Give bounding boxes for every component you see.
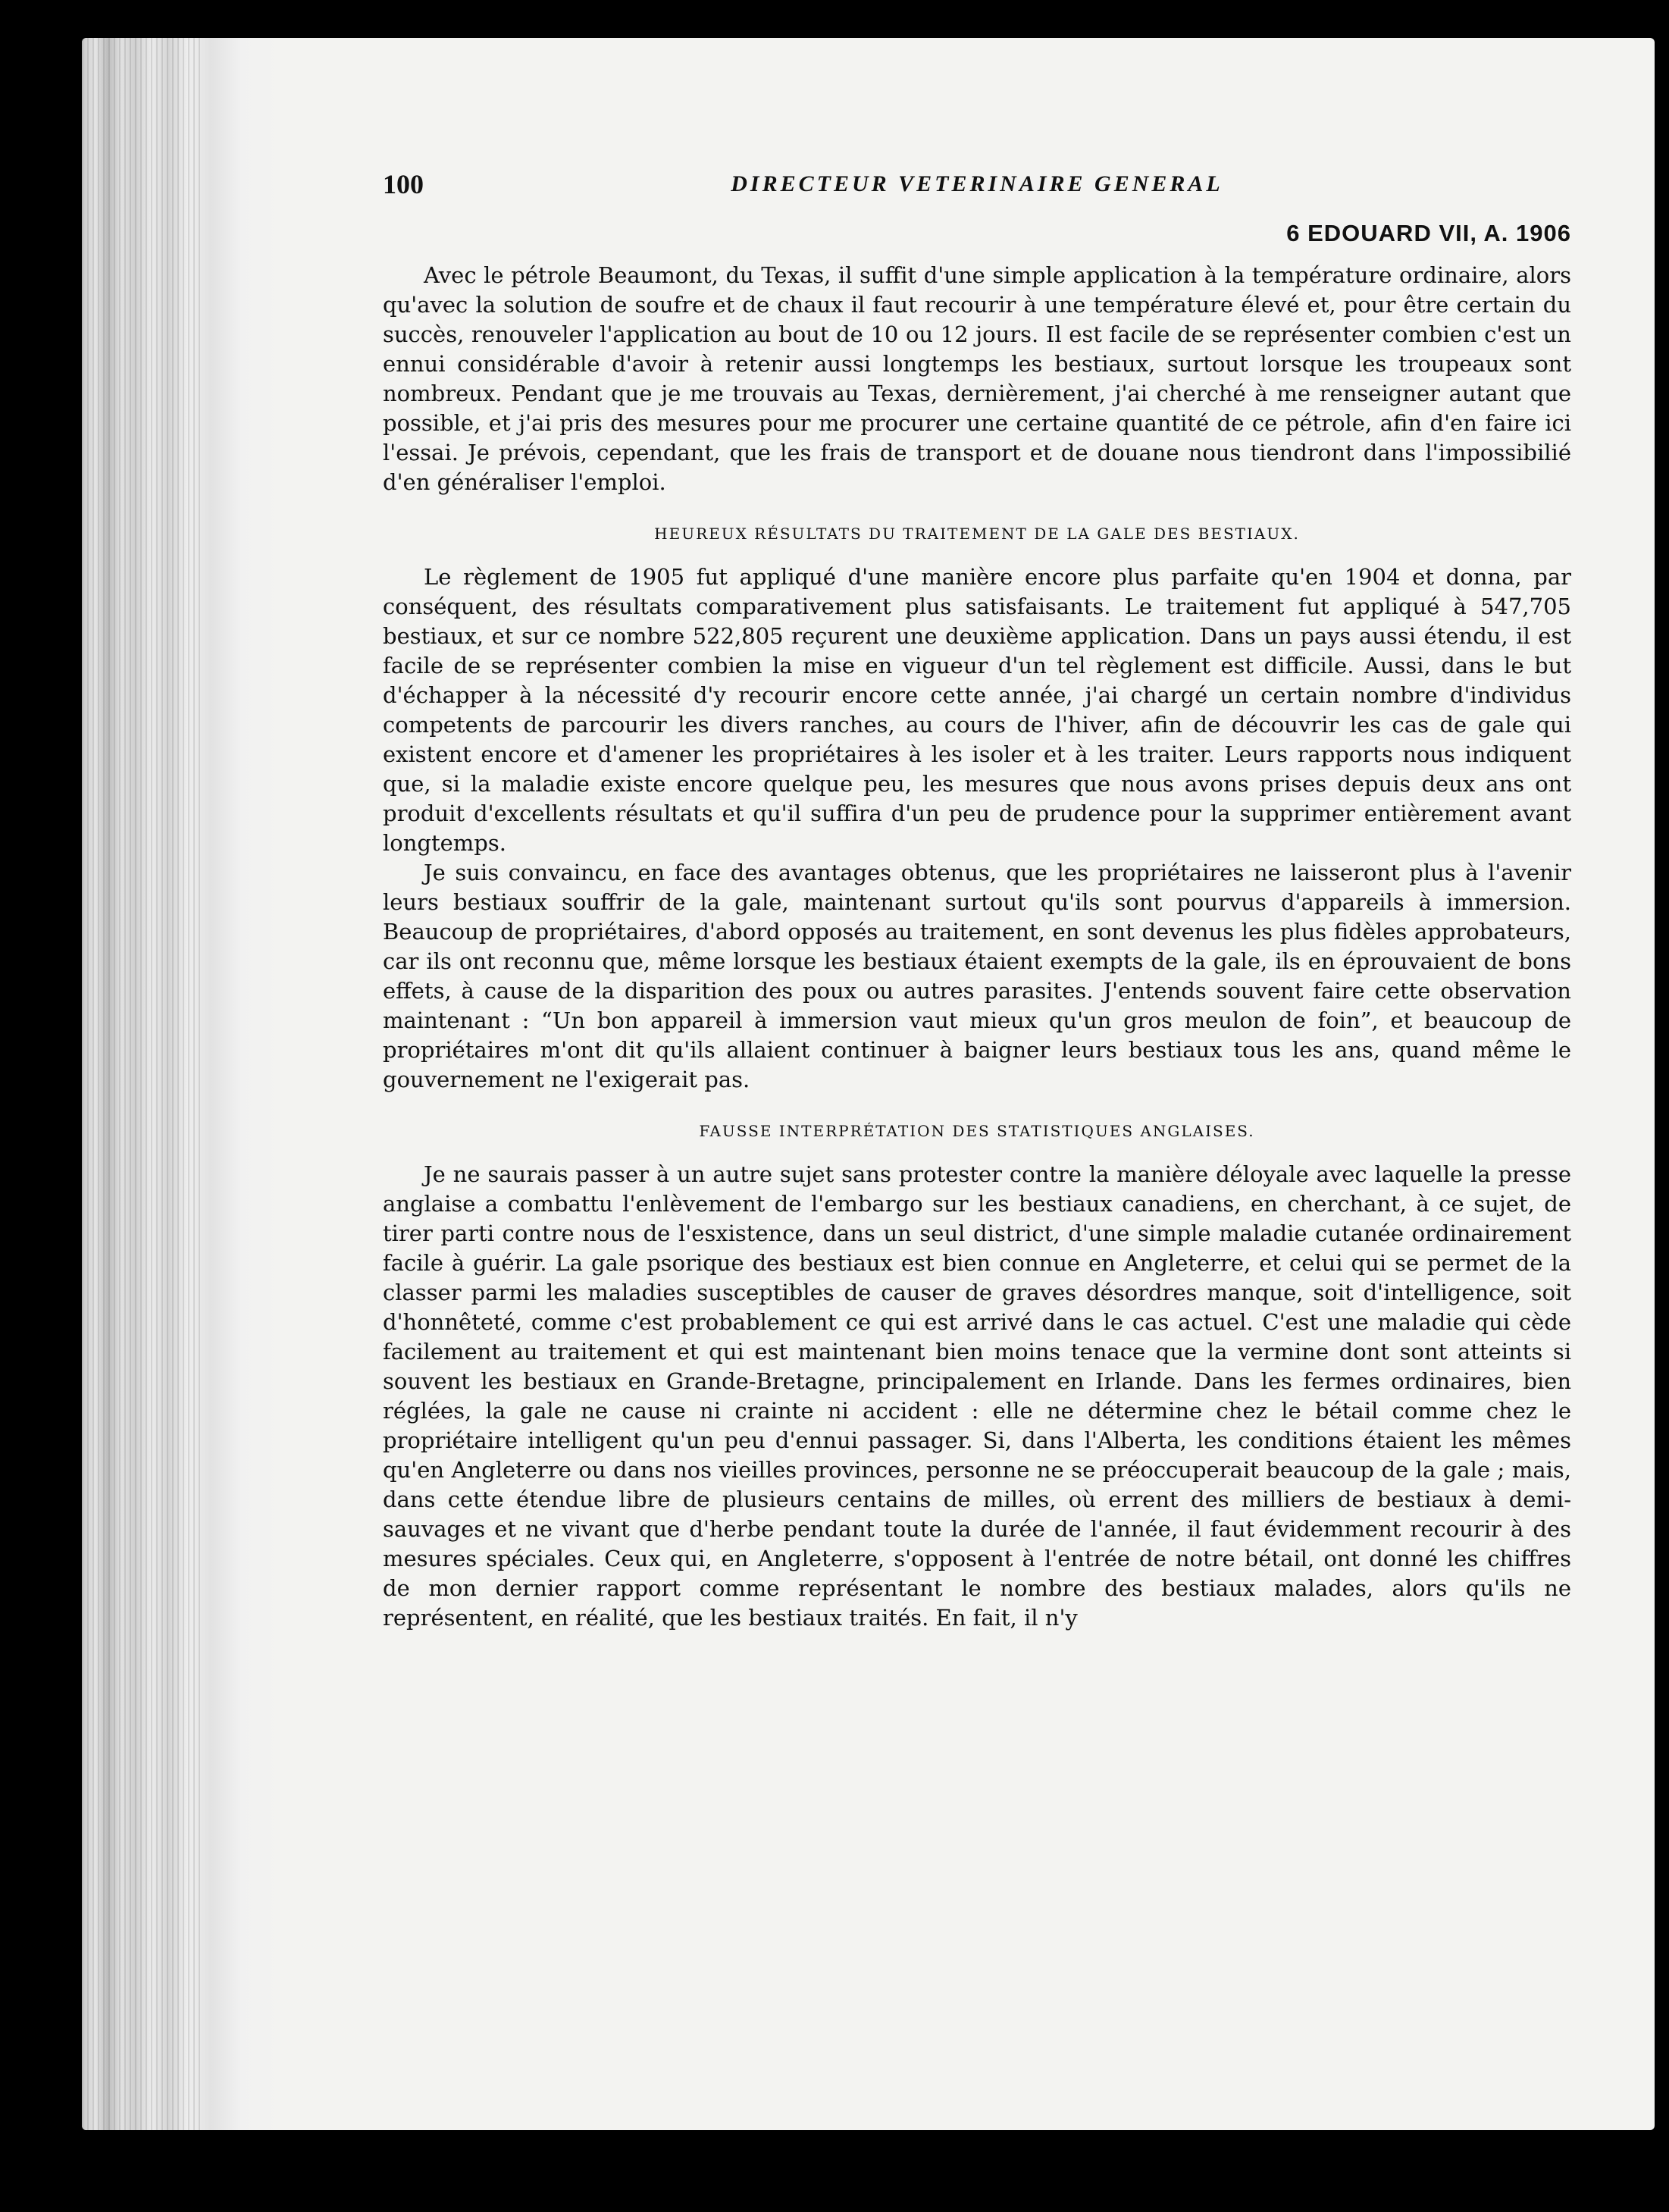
- running-head: [383, 168, 1571, 203]
- paragraph: Je ne saurais passer à un autre sujet sans protester contre la manière déloyale avec laquelle la presse anglaise a combattu l'enlèvement de l'embargo sur les bestiaux canadiens, en cherchant, à ce sujet, de tirer parti contre nous de l'esxistence, dans un seul district, d'une simple maladie cutanée ordinairement facile à guérir. La gale psorique des bestiaux est bien connue en Angleterre, et celui qui se permet de la classer parmi les maladies susceptibles de causer de graves désordres manque, soit d'intelligence, soit d'honnêteté, comme c'est probablement ce qui est arrivé dans le cas actuel. C'est une maladie qui cède facilement au traitement et qui est maintenant bien moins tenace que la vermine dont sont atteints si souvent les bestiaux en Grande-Bretagne, principalement en Irlande. Dans les fermes ordinaires, bien réglées, la gale ne cause ni crainte ni accident : elle ne détermine chez le bétail comme chez le propriétaire intelligent qu'un peu d'ennui passager. Si, dans l'Alberta, les conditions étaient les mêmes qu'en Angleterre ou dans nos vieilles provinces, personne ne se préoccuperait beaucoup de la gale ; mais, dans cette étendue libre de plusieurs centains de milles, où errent des milliers de bestiaux à demi-sauvages et ne vivant que d'herbe pendant toute la durée de l'année, il faut évidemment recourir à des mesures spéciales. Ceux qui, en Angleterre, s'opposent à l'entrée de notre bétail, ont donné les chiffres de mon dernier rapport comme représentant le nombre des bestiaux malades, alors qu'ils ne représentent, en réalité, que les bestiaux traités. En fait, il n'y: [383, 1161, 1571, 1631]
- paragraph: Avec le pétrole Beaumont, du Texas, il suffit d'une simple application à la température ordinaire, alors qu'avec la solution de soufre et de chaux il faut recourir à une température élevé et, pour être certain du succès, renouveler l'application au bout de 10 ou 12 jours. Il est facile de se représenter combien c'est un ennui considérable d'avoir à retenir aussi longtemps les bestiaux, surtout lorsque les troupeaux sont nombreux. Pendant que je me trouvais au Texas, dernièrement, j'ai cherché à me renseigner autant que possible, et j'ai pris des mesures pour me procurer une certaine quantité de ce pétrole, afin d'en faire ici l'essai. Je prévois, cependant, que les frais de transport et de douane nous tiendront dans l'impossibilié d'en généraliser l'emploi.: [383, 262, 1571, 495]
- section-heading: HEUREUX RÉSULTATS DU TRAITEMENT DE LA GALE DES BESTIAUX.: [654, 525, 1300, 543]
- paragraph: Je suis convaincu, en face des avantages obtenus, que les propriétaires ne laisseront plus à l'avenir leurs bestiaux souffrir de la gale, maintenant surtout qu'ils sont pourvus d'appareils à immersion. Beaucoup de propriétaires, d'abord opposés au traitement, en sont devenus les plus fidèles approbateurs, car ils ont reconnu que, même lorsque les bestiaux étaient exempts de la gale, ils en éprouvaient de bons effets, à cause de la disparition des poux ou autres parasites. J'entends souvent faire cette observation maintenant : “Un bon appareil à immersion vaut mieux qu'un gros meulon de foin”, et beaucoup de propriétaires m'ont dit qu'ils allaient continuer à baigner leurs bestiaux tous les ans, quand même le gouvernement ne l'exigerait pas.: [383, 860, 1571, 1092]
- section-heading: FAUSSE INTERPRÉTATION DES STATISTIQUES ANGLAISES.: [699, 1122, 1255, 1140]
- journal-title: DIRECTEUR VETERINAIRE GENERAL: [731, 171, 1223, 196]
- page-number: 100: [383, 169, 424, 199]
- volume-line: 6 EDOUARD VII, A. 1906: [1286, 220, 1571, 246]
- page-edges: [82, 38, 385, 2130]
- paragraph: Le règlement de 1905 fut appliqué d'une manière encore plus parfaite qu'en 1904 et donna, par conséquent, des résultats comparativement plus satisfaisants. Le traitement fut appliqué à 547,705 bestiaux, et sur ce nombre 522,805 reçurent une deuxième application. Dans un pays aussi étendu, il est facile de se représenter combien la mise en vigueur d'un tel règlement est difficile. Aussi, dans le but d'échapper à la nécessité d'y recourir encore cette année, j'ai chargé un certain nombre d'individus competents de parcourir les divers ranches, au cours de l'hiver, afin de découvrir les cas de gale qui existent encore et d'amener les propriétaires à les isoler et à les traiter. Leurs rapports nous indiquent que, si la maladie existe encore quelque peu, les mesures que nous avons prises depuis deux ans ont produit d'excellents résultats et qu'il suffira d'un peu de prudence pour la supprimer entièrement avant longtemps.: [383, 564, 1571, 856]
- book-page: [82, 38, 1655, 2130]
- page-text-block: [383, 168, 1571, 1633]
